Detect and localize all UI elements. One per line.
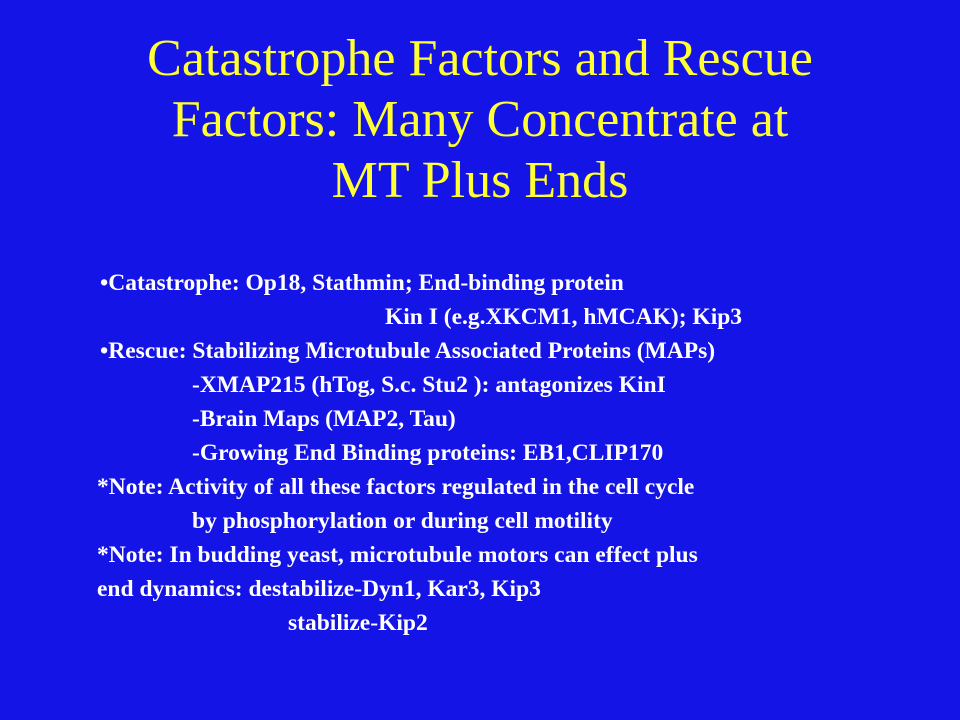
note-activity-continuation: by phosphorylation or during cell motility (192, 508, 613, 534)
rescue-item-growing-end: -Growing End Binding proteins: EB1,CLIP170 (192, 440, 664, 466)
rescue-item-brain-maps: -Brain Maps (MAP2, Tau) (192, 406, 456, 432)
note-budding-yeast-continuation: end dynamics: destabilize-Dyn1, Kar3, Kip3 (97, 576, 541, 602)
note-budding-yeast: *Note: In budding yeast, microtubule motors can effect plus (97, 542, 698, 568)
note-stabilize: stabilize-Kip2 (288, 610, 428, 636)
note-activity: *Note: Activity of all these factors regulated in the cell cycle (97, 474, 695, 500)
catastrophe-continuation: Kin I (e.g.XKCM1, hMCAK); Kip3 (385, 304, 743, 330)
title-line-1: Catastrophe Factors and Rescue (147, 30, 813, 87)
slide-title (0, 28, 960, 211)
bullet-catastrophe: •Catastrophe: Op18, Stathmin; End-binding protein (100, 270, 624, 296)
title-line-3: MT Plus Ends (331, 152, 629, 209)
title-line-2: Factors: Many Concentrate at (171, 91, 789, 148)
bullet-rescue: •Rescue: Stabilizing Microtubule Associated Proteins (MAPs) (100, 338, 716, 364)
rescue-item-xmap215: -XMAP215 (hTog, S.c. Stu2 ): antagonizes KinI (192, 372, 666, 398)
